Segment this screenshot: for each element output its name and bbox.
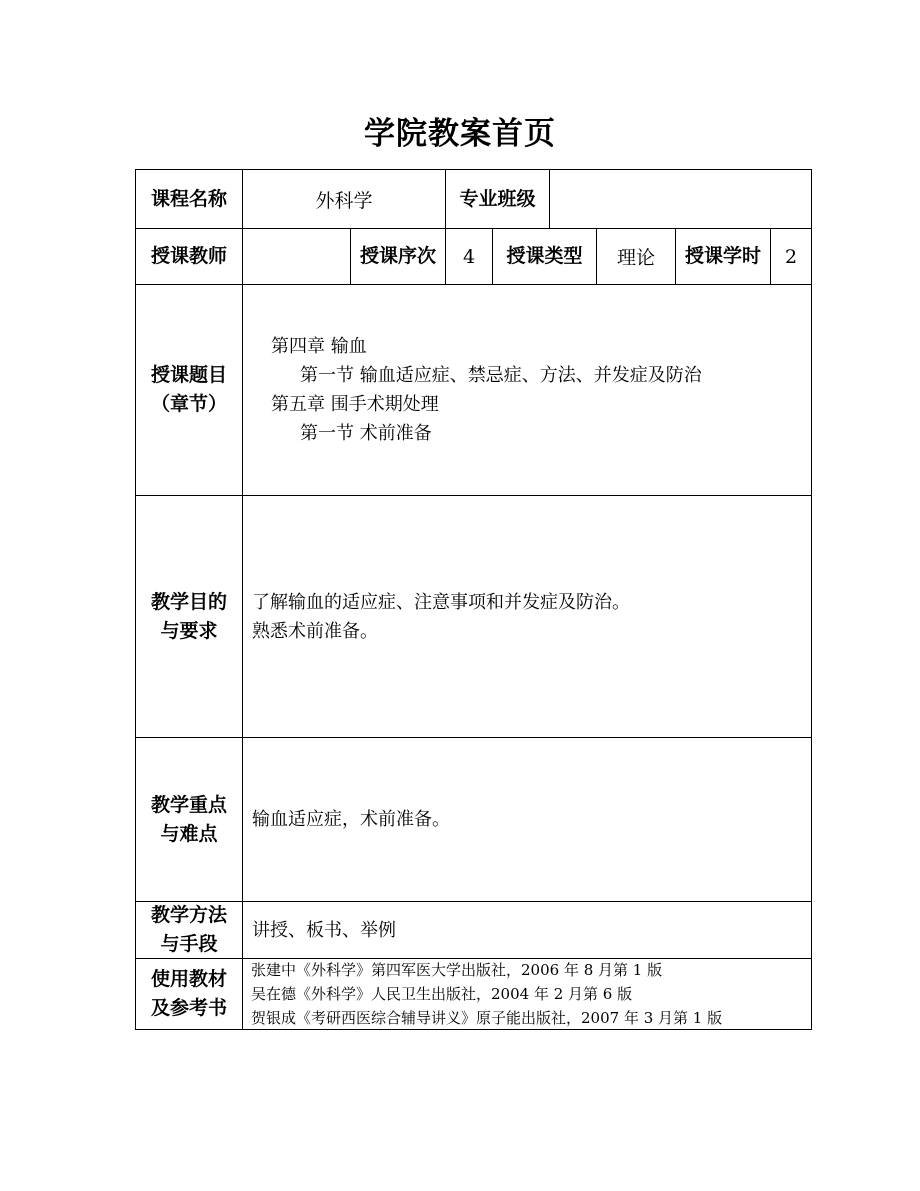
hours-label: 授课学时	[684, 245, 761, 267]
key-points-label	[136, 738, 242, 901]
lesson-plan-table	[135, 169, 812, 1030]
class-value	[550, 170, 811, 228]
topic-line: 第五章 围手术期处理	[271, 394, 439, 415]
hours-value: 2	[784, 245, 798, 268]
topic-label-line1: 授课题目	[150, 364, 227, 386]
textbook-line: 张建中《外科学》第四军医大学出版社，2006 年 8 月第 1 版	[251, 961, 663, 979]
table-border-right	[811, 169, 812, 1030]
textbooks-label	[136, 959, 242, 1029]
topic-content	[243, 285, 811, 495]
methods-label	[136, 902, 242, 958]
teacher-value	[243, 229, 350, 284]
course-name-value: 外科学	[315, 189, 373, 212]
type-value: 理论	[616, 247, 655, 269]
textbooks-content	[243, 959, 811, 1029]
order-label: 授课序次	[359, 245, 436, 267]
topic-line: 第一节 术前准备	[300, 423, 432, 444]
order-value: 4	[462, 245, 476, 268]
methods-label-line1: 教学方法	[150, 904, 227, 926]
textbook-line: 吴在德《外科学》人民卫生出版社，2004 年 2 月第 6 版	[251, 985, 633, 1003]
textbook-line: 贺银成《考研西医综合辅导讲义》原子能出版社，2007 年 3 月第 1 版	[251, 1009, 723, 1027]
objectives-label-line1: 教学目的	[150, 590, 227, 613]
objectives-label	[136, 496, 242, 737]
key-points-content: 输血适应症，术前准备。	[252, 809, 450, 830]
topic-line: 第四章 输血	[271, 336, 367, 357]
teacher-label: 授课教师	[150, 245, 227, 267]
page-title: 学院教案首页	[364, 116, 556, 152]
objectives-line: 熟悉术前准备。	[252, 620, 378, 642]
textbooks-label-line2: 及参考书	[150, 997, 227, 1019]
objectives-label-line2: 与要求	[160, 619, 218, 642]
methods-content: 讲授、板书、举例	[252, 919, 396, 941]
methods-label-line2: 与手段	[160, 933, 218, 955]
textbooks-label-line1: 使用教材	[150, 968, 227, 990]
topic-line: 第一节 输血适应症、禁忌症、方法、并发症及防治	[300, 365, 702, 386]
type-label: 授课类型	[506, 245, 583, 267]
key-points-label-line2: 与难点	[160, 822, 218, 845]
table-border-bottom	[135, 1029, 812, 1030]
class-label: 专业班级	[459, 187, 536, 210]
objectives-content	[243, 496, 811, 737]
key-points-label-line1: 教学重点	[150, 793, 227, 816]
topic-label	[136, 285, 242, 495]
course-name-label: 课程名称	[150, 187, 227, 210]
topic-label-line2: （章节）	[150, 393, 227, 415]
objectives-line: 了解输血的适应症、注意事项和并发症及防治。	[252, 591, 630, 613]
